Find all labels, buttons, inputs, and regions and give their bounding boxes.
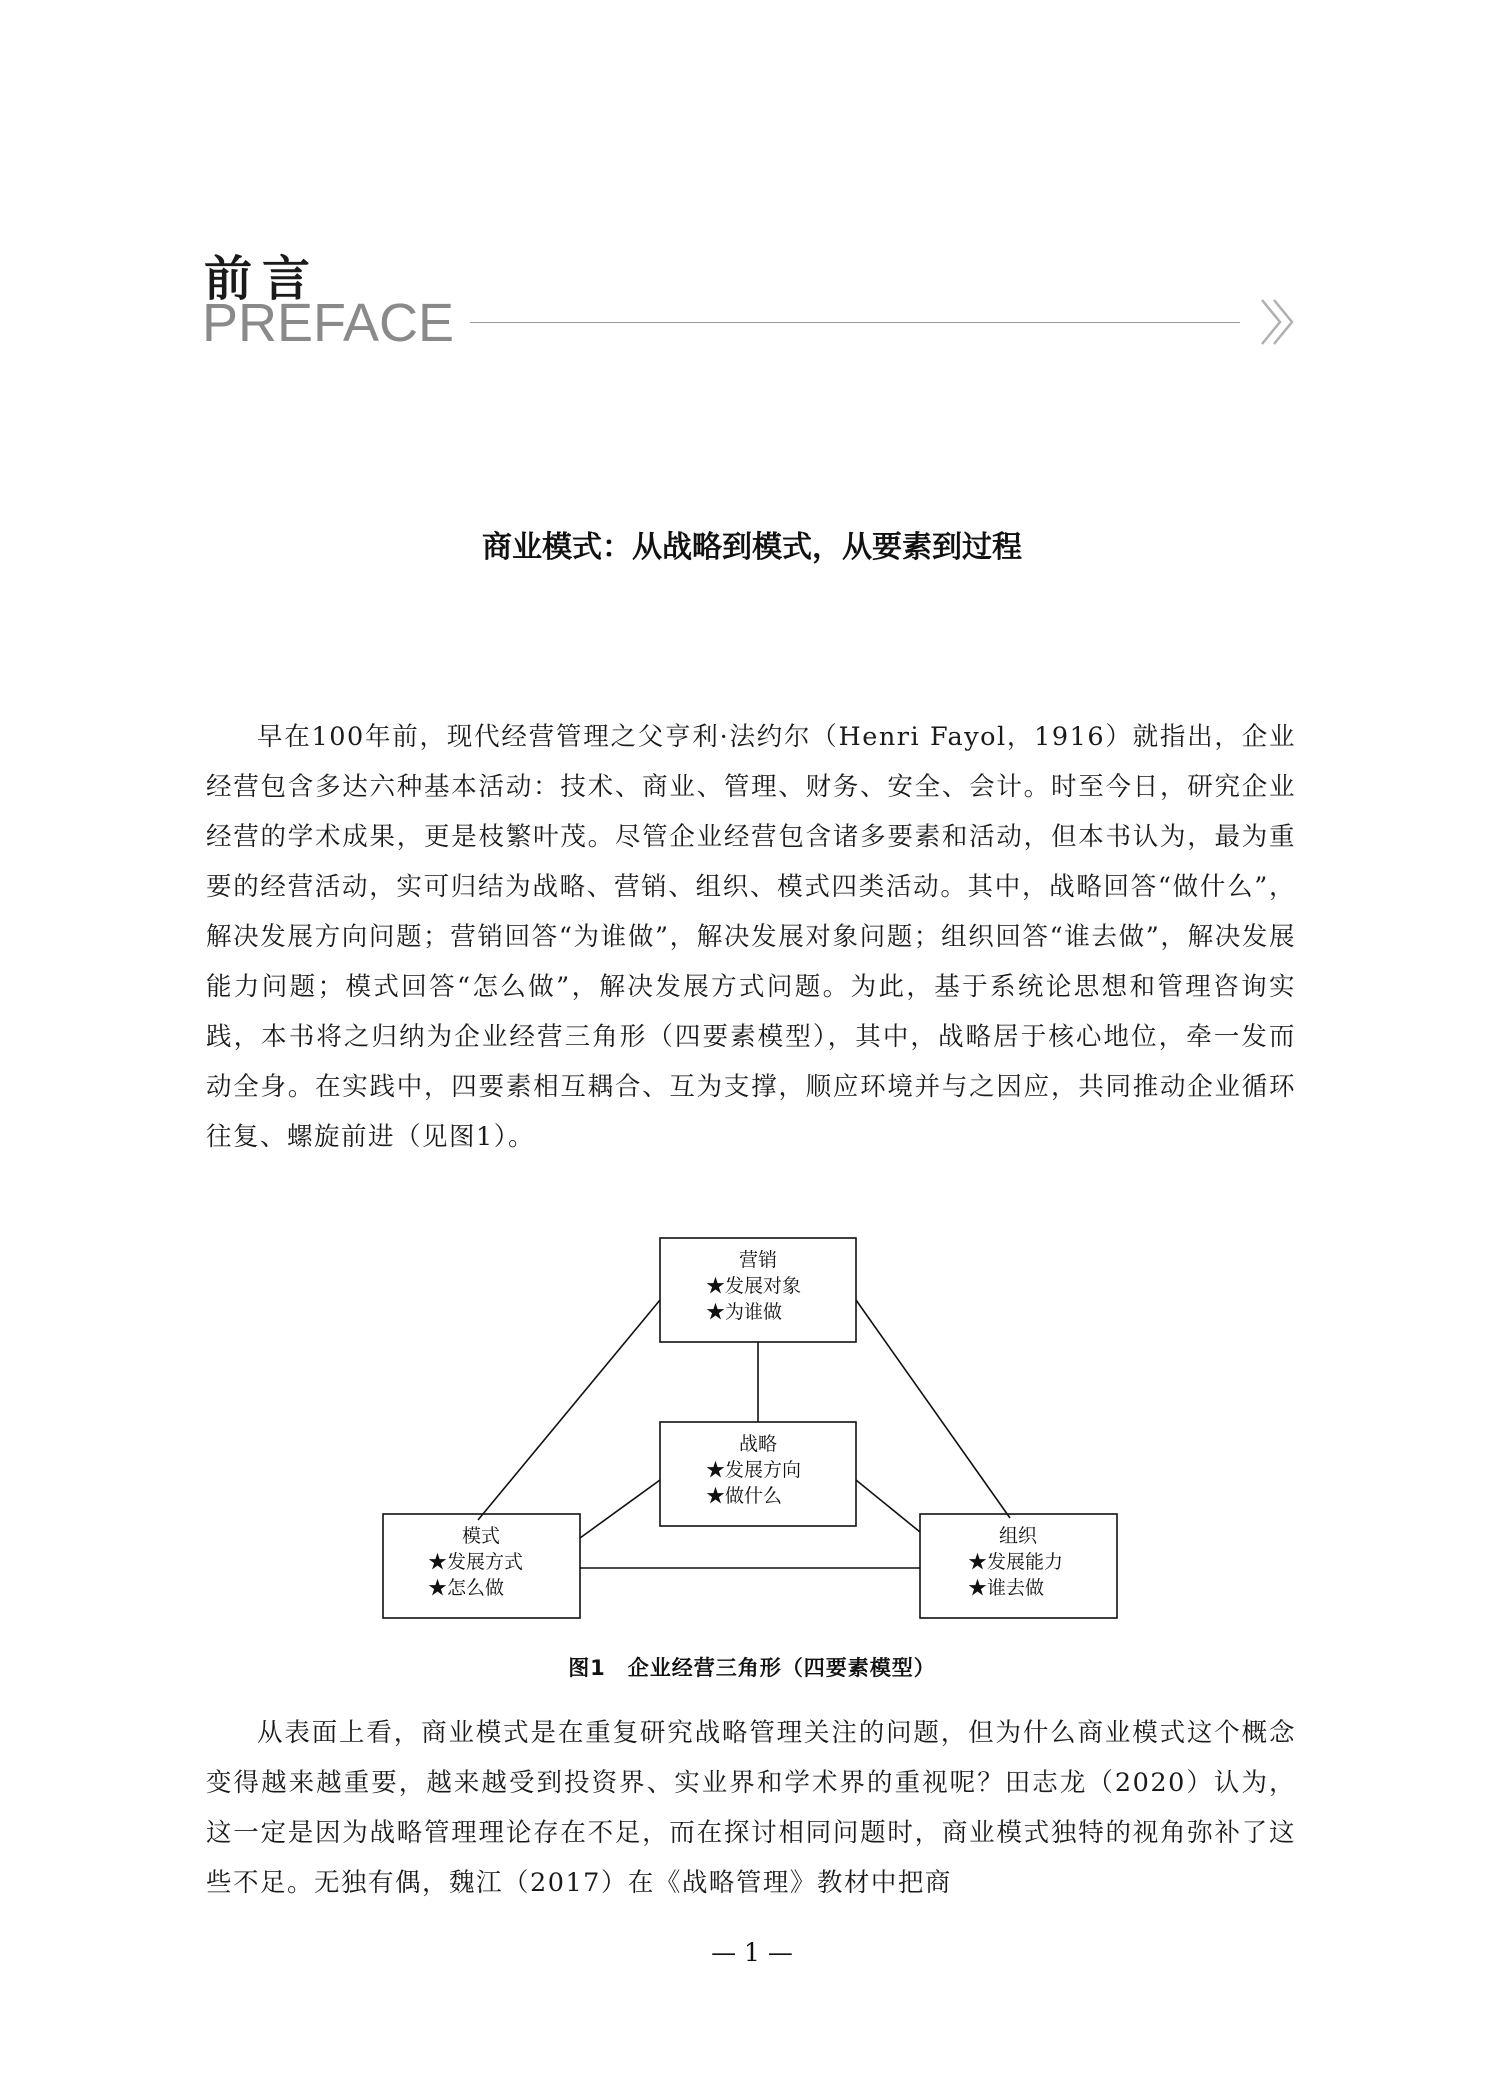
page-number: — 1 — [711,1938,793,1967]
four-element-model-figure [380,1232,1120,1632]
connector-marketing-model [478,1300,660,1520]
model-line1: ★发展方式 [428,1551,524,1573]
figure-caption: 图1 企业经营三角形（四要素模型） [568,1656,936,1680]
section-title: 商业模式：从战略到模式，从要素到过程 [482,530,1022,565]
marketing-line2: ★为谁做 [706,1301,783,1323]
marketing-line1: ★发展对象 [706,1275,802,1297]
model-line2: ★怎么做 [428,1577,505,1599]
strategy-line2: ★做什么 [706,1485,783,1507]
connector-strategy-organization [856,1480,920,1532]
strategy-title: 战略 [738,1433,778,1455]
model-title: 模式 [461,1525,501,1547]
chapter-title-cn: 前言 [204,251,321,307]
connector-strategy-model [580,1480,660,1538]
marketing-title: 营销 [738,1249,778,1271]
body-paragraph: 早在100年前，现代经营管理之父亨利·法约尔（Henri Fayol，1916）就指出，企业经营包含多达六种基本活动：技术、商业、管理、财务、安全、会计。时至今日，研究企业经营的学术成果，更是枝繁叶茂。尽管企业经营包含诸多要素和活动，但本书认为，最为重要的经营活动，实可归结为战略、营销、组织、模式四类活动。其中，战略回答“做什么”，解决发展方向问题；营销回答“为谁做”，解决发展对象问题；组织回答“谁去做”，解决发展能力问题；模式回答“怎么做”，解决发展方式问题。为此，基于系统论思想和管理咨询实践，本书将之归纳为企业经营三角形（四要素模型），其中，战略居于核心地位，牵一发而动全身。在实践中，四要素相互耦合、互为支撑，顺应环境并与之因应，共同推动企业循环往复、螺旋前进（见图1）。 [206,722,1296,1152]
organization-line2: ★谁去做 [968,1577,1045,1599]
header-rule [470,322,1240,323]
connector-marketing-organization [856,1300,1010,1518]
organization-line1: ★发展能力 [968,1551,1064,1573]
body-paragraph: 从表面上看，商业模式是在重复研究战略管理关注的问题，但为什么商业模式这个概念变得越来越重要，越来越受到投资界、实业界和学术界的重视呢？田志龙（2020）认为，这一定是因为战略管理理论存在不足，而在探讨相同问题时，商业模式独特的视角弥补了这些不足。无独有偶，魏江（2017）在《战略管理》教材中把商 [206,1718,1296,1898]
chapter-title-en: PREFACE [202,293,455,353]
strategy-line1: ★发展方向 [706,1459,802,1481]
double-chevron-icon [1258,296,1298,348]
organization-title: 组织 [998,1525,1038,1547]
